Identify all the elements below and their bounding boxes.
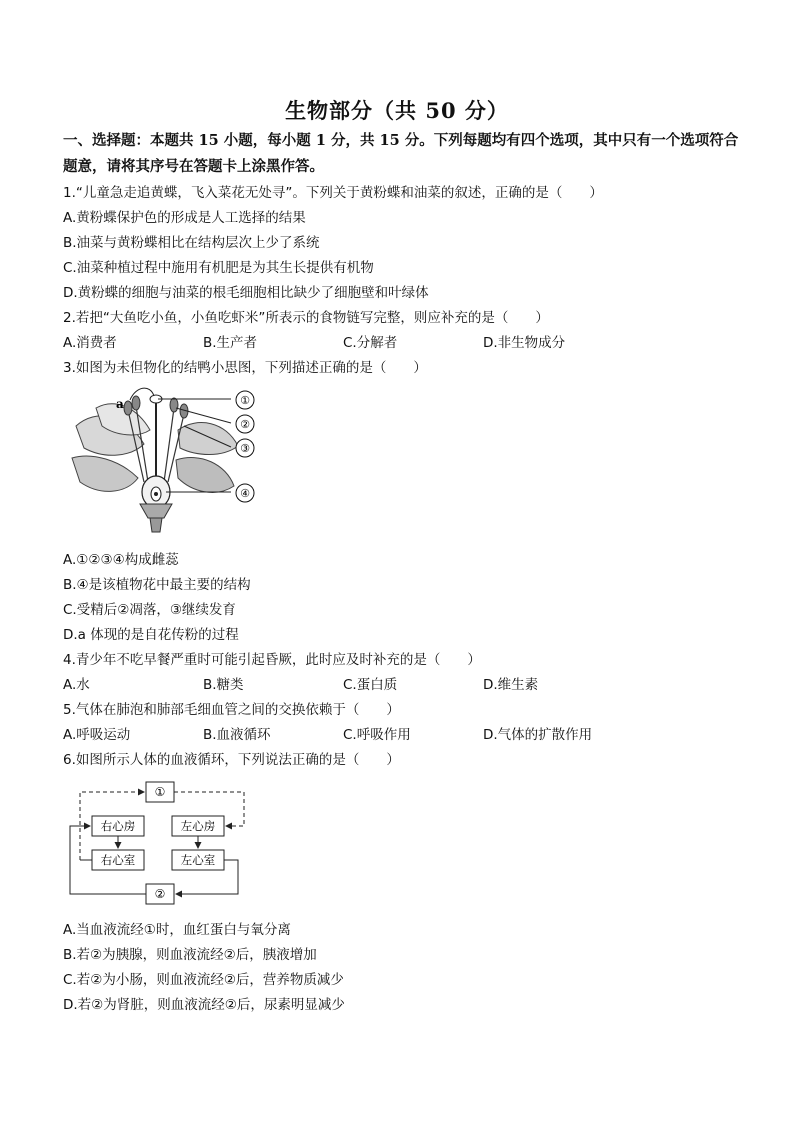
q2-option-a: A.消费者	[63, 335, 117, 351]
q5-stem: 5.气体在肺泡和肺部毛细血管之间的交换依赖于（ ）	[63, 702, 400, 718]
q3-option-c: C.受精后②凋落，③继续发育	[63, 602, 236, 618]
flower-label-2: ②	[240, 418, 250, 431]
q3-option-d: D.a 体现的是自花传粉的过程	[63, 627, 239, 643]
q2-option-c: C.分解者	[343, 335, 398, 351]
q4-option-c: C.蛋白质	[343, 677, 398, 693]
q1-option-a: A.黄粉蝶保护色的形成是人工选择的结果	[63, 210, 306, 226]
q6-option-b: B.若②为胰腺，则血液流经②后，胰液增加	[63, 947, 317, 963]
q6-option-c: C.若②为小肠，则血液流经②后，营养物质减少	[63, 972, 344, 988]
circ-label-2: ②	[154, 887, 166, 901]
q4-option-d: D.维生素	[483, 677, 539, 693]
flower-label-a: a	[116, 397, 124, 411]
q1-option-b: B.油菜与黄粉蝶相比在结构层次上少了系统	[63, 235, 320, 251]
circ-label-1: ①	[154, 785, 166, 799]
q1-option-c: C.油菜种植过程中施用有机肥是为其生长提供有机物	[63, 260, 374, 276]
q2-option-b: B.生产者	[203, 335, 258, 351]
q4-option-b: B.糖类	[203, 677, 244, 693]
q5-option-b: B.血液循环	[203, 727, 271, 743]
q3-stem: 3.如图为未但物化的结鸭小思图，下列描述正确的是（ ）	[63, 360, 427, 376]
q5-option-d: D.气体的扩散作用	[483, 727, 593, 743]
q6-option-a: A.当血液流经①时，血红蛋白与氧分离	[63, 922, 291, 938]
page-title: 生物部分（共 50 分）	[285, 98, 509, 123]
q4-stem: 4.青少年不吃早餐严重时可能引起昏厥，此时应及时补充的是（ ）	[63, 652, 481, 668]
flower-label-3: ③	[240, 442, 250, 455]
flower-label-4: ④	[240, 487, 250, 500]
q4-option-a: A.水	[63, 677, 90, 693]
right-ventricle-label: 右心室	[100, 853, 136, 867]
q2-option-d: D.非生物成分	[483, 335, 566, 351]
left-ventricle-label: 左心室	[180, 853, 216, 867]
q3-option-a: A.①②③④构成雌蕊	[63, 552, 179, 568]
q1-option-d: D.黄粉蝶的细胞与油菜的根毛细胞相比缺少了细胞壁和叶绿体	[63, 285, 429, 301]
q2-stem: 2.若把“大鱼吃小鱼，小鱼吃虾米”所表示的食物链写完整，则应补充的是（ ）	[63, 310, 549, 326]
blood-circulation-diagram	[66, 780, 251, 906]
section-heading: 一、选择题：本题共 15 小题，每小题 1 分，共 15 分。下列每题均有四个选项，其中只有一个选项符合题意，请将其序号在答题卡上涂黑作答。	[63, 132, 739, 175]
right-atrium-label: 右心房	[100, 819, 136, 833]
q6-stem: 6.如图所示人体的血液循环，下列说法正确的是（ ）	[63, 752, 400, 768]
q5-option-a: A.呼吸运动	[63, 727, 131, 743]
q5-option-c: C.呼吸作用	[343, 727, 411, 743]
flower-structure-diagram	[66, 386, 266, 536]
q6-option-d: D.若②为肾脏，则血液流经②后，尿素明显减少	[63, 997, 345, 1013]
flower-label-1: ①	[240, 394, 250, 407]
q1-stem: 1.“儿童急走追黄蝶，飞入菜花无处寻”。下列关于黄粉蝶和油菜的叙述，正确的是（ ）	[63, 185, 603, 201]
q3-option-b: B.④是该植物花中最主要的结构	[63, 577, 251, 593]
left-atrium-label: 左心房	[180, 819, 216, 833]
